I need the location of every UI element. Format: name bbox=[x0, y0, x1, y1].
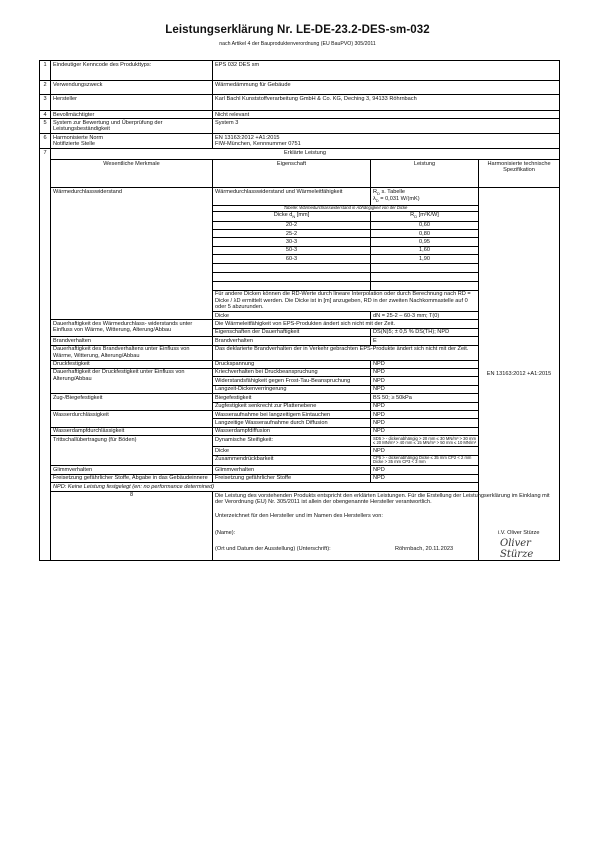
row-value bbox=[213, 134, 560, 149]
section-8-content bbox=[213, 491, 560, 560]
row-number: 7 bbox=[40, 149, 51, 561]
row-number: 3 bbox=[40, 95, 51, 111]
leist-tritt: CP5 > - dickenabhängig Dicke ≤ 35 mm CP2 < 2 mm Dicke > 35 mm CP3 < 3 mm bbox=[371, 455, 479, 466]
merkmal-dauerdruck: Dauerhaftigkeit der Druckfestigkeit unter Einfluss von Alterung/Abbau bbox=[51, 368, 213, 393]
row-number: 5 bbox=[40, 119, 51, 134]
row-3 bbox=[40, 95, 560, 111]
row-number: 4 bbox=[40, 111, 51, 119]
leist-tritt: SD5 > - dickenabhängig > 20 mm ≤ 30 MN/m³ > 30 mm ≤ 20 MN/m³ > 40 mm ≤ 15 MN/m³ > 50 mm ≤ 10 MN/m³ bbox=[371, 436, 479, 447]
eig-druck: Druckspannung bbox=[213, 360, 371, 368]
leist-dauer1: DS(N)5; ± 0,5 % DS(TH); NPD bbox=[371, 328, 479, 336]
merkmal-dauerbrand: Dauerhaftigkeit des Brandverhaltens unter Einfluss von Wärme, Witterung, Alterung/Abbau bbox=[51, 345, 213, 360]
npd-note: NPD: Keine Leistung festgelegt (en: no performance determined) bbox=[51, 483, 560, 491]
eig-freis: Freisetzung gefährlicher Stoffe bbox=[213, 474, 371, 482]
leist-dauerdruck: NPD bbox=[371, 368, 479, 376]
row-number: 6 bbox=[40, 134, 51, 149]
col-spezifikation: Harmonisierte technische Spezifikation bbox=[479, 160, 560, 188]
dicke-cell: 30-3 bbox=[213, 238, 371, 246]
leist-zug: NPD bbox=[371, 402, 479, 410]
dicke-cell: 20-2 bbox=[213, 221, 371, 229]
r-cell: 0,95 bbox=[371, 238, 479, 246]
leist-tritt: NPD bbox=[371, 447, 479, 455]
declared-performance-title: Erklärte Leistung bbox=[51, 149, 560, 160]
leist-dauerdruck: NPD bbox=[371, 377, 479, 385]
eig-dauerdruck: Widerstandsfähigkeit gegen Frost-Tau-Beanspruchung bbox=[213, 377, 371, 385]
eig-dampf: Wasserdampfdiffusion bbox=[213, 427, 371, 435]
row-value: EPS 032 DES sm bbox=[213, 61, 560, 81]
leist-wasser: NPD bbox=[371, 411, 479, 419]
spez-value: EN 13163:2012 +A1:2015 bbox=[479, 188, 560, 561]
row-label: System zur Bewertung und Überprüfung der Leistungsbeständigkeit bbox=[51, 119, 213, 134]
name-value: i.V. Oliver Stürze bbox=[498, 529, 540, 536]
section-8 bbox=[40, 491, 560, 560]
ort-value: Röhrnbach, 20.11.2023 bbox=[395, 545, 454, 552]
eig-dauerdruck: Kriechverhalten bei Druckbeanspruchung bbox=[213, 368, 371, 376]
leist-druck: NPD bbox=[371, 360, 479, 368]
row-4 bbox=[40, 111, 560, 119]
eig-brand: Brandverhalten bbox=[213, 337, 371, 345]
eig-dauerdruck: Langzeit-Dickenverringerung bbox=[213, 385, 371, 393]
merkmal-brand: Brandverhalten bbox=[51, 337, 213, 345]
eig-zug: Biegefestigkeit bbox=[213, 394, 371, 402]
leist-zug: BS 50; ≥ 50kPa bbox=[371, 394, 479, 402]
row-5 bbox=[40, 119, 560, 134]
unterzeichnet-text: Unterzeichnet für den Hersteller und im Namen des Herstellers von: bbox=[215, 513, 383, 520]
tabelle-title: Tabelle: Wärmedurchlasswiderstand in Abhängigkeit von der Dicke bbox=[213, 205, 479, 211]
leist-dauerdruck: NPD bbox=[371, 385, 479, 393]
leist-waerme: $R_D$ s. Tabelle $\lambda_D = 0,031$ W/(mK) bbox=[371, 188, 479, 205]
row-label: Bevollmächtigter bbox=[51, 111, 213, 119]
row-number: 1 bbox=[40, 61, 51, 81]
notified-body-value: FIW-München, Kennnummer 0751 bbox=[215, 141, 301, 148]
eig-tritt: Zusammendrückbarkeit bbox=[213, 455, 371, 466]
row-value: Karl Bachl Kunststoffverarbeitung GmbH & Co. KG, Deching 3, 94133 Röhrnbach bbox=[213, 95, 560, 111]
leist-wasser: NPD bbox=[371, 419, 479, 427]
row-value: Wärmedämmung für Gebäude bbox=[213, 81, 560, 95]
row-6 bbox=[40, 134, 560, 149]
col-eigenschaft: Eigenschaft bbox=[213, 160, 371, 188]
row-value: Nicht relevant bbox=[213, 111, 560, 119]
notified-body-label: Notifizierte Stelle bbox=[53, 141, 95, 148]
r-cell: 1,60 bbox=[371, 246, 479, 254]
row-number: 2 bbox=[40, 81, 51, 95]
ort-label: (Ort und Datum der Ausstellung) (Unterschrift): bbox=[215, 545, 331, 552]
dicke-cell: 50-3 bbox=[213, 246, 371, 254]
column-headers bbox=[40, 160, 560, 188]
leist-glimm: NPD bbox=[371, 466, 479, 474]
eig-wasser: Langzeitige Wasseraufnahme durch Diffusion bbox=[213, 419, 371, 427]
eig-waerme: Wärmedurchlasswiderstand und Wärmeleitfähigkeit bbox=[213, 188, 371, 205]
eig-dauer1: Die Wärmeleitfähigkeit von EPS-Produkten ändert sich nicht mit der Zeit. bbox=[213, 320, 479, 328]
merkmal-dauer1: Dauerhaftigkeit des Wärmedurchlass- widerstands unter Einfluss von Wärme, Witterung, Alterung/Abbau bbox=[51, 320, 213, 337]
leist-freis: NPD bbox=[371, 474, 479, 482]
r-header: $R_D$ [m²K/W] bbox=[371, 211, 479, 221]
merkmal-zug: Zug-/Biegefestigkeit bbox=[51, 394, 213, 411]
col-leistung: Leistung bbox=[371, 160, 479, 188]
row-1 bbox=[40, 61, 560, 81]
row-label: Verwendungszweck bbox=[51, 81, 213, 95]
leist-brand: E bbox=[371, 337, 479, 345]
name-label: (Name): bbox=[215, 529, 236, 536]
row-number: 8 bbox=[51, 491, 213, 560]
npd-note-row bbox=[40, 483, 560, 491]
eig-dauer1-2: Eigenschaften der Dauerhaftigkeit bbox=[213, 328, 371, 336]
leist-dampf: NPD bbox=[371, 427, 479, 435]
merkmal-druck: Druckfestigkeit bbox=[51, 360, 213, 368]
row-label bbox=[51, 134, 213, 149]
r-cell: 0,80 bbox=[371, 230, 479, 238]
merkmal-glimm: Glimmverhalten bbox=[51, 466, 213, 474]
page-subtitle: nach Artikel 4 der Bauproduktenverordnung (EU BauPVO) 305/2011 bbox=[219, 41, 376, 47]
waerme-row bbox=[40, 188, 560, 205]
fussnote: Für andere Dicken können die RD-Werte durch lineare Interpolation oder durch Berechnung nach RD = Dicke / λD ermittelt werden. Die Dicke ist in [m] anzugeben, RD in der zweiten Nachkommastelle auf 0 oder 5 abzurunden. bbox=[213, 290, 479, 311]
declaration-table bbox=[39, 60, 560, 561]
r-cell: 1,90 bbox=[371, 255, 479, 263]
eig-glimm: Glimmverhalten bbox=[213, 466, 371, 474]
eig-tritt: Dynamische Steifigkeit: bbox=[213, 436, 371, 447]
merkmal-dampf: Wasserdampfdurchlässigkeit bbox=[51, 427, 213, 435]
merkmal-freis: Freisetzung gefährlicher Stoffe, Abgabe in das Gebäudeinnere bbox=[51, 474, 213, 482]
col-merkmale: Wesentliche Merkmale bbox=[51, 160, 213, 188]
row-label: Eindeutiger Kenncode des Produkttyps: bbox=[51, 61, 213, 81]
eig-dicke: Dicke bbox=[213, 312, 371, 320]
signature: Oliver Stürze bbox=[500, 537, 534, 561]
r-cell: 0,60 bbox=[371, 221, 479, 229]
dicke-header: Dicke $d_N$ [mm] bbox=[213, 211, 371, 221]
row-2 bbox=[40, 81, 560, 95]
leist-dicke: dN = 25-2 – 60-3 mm; T(0) bbox=[371, 312, 479, 320]
eig-wasser: Wasseraufnahme bei langzeitigem Eintauchen bbox=[213, 411, 371, 419]
row-value: System 3 bbox=[213, 119, 560, 134]
merkmal-wasser: Wasserdurchlässigkeit bbox=[51, 411, 213, 428]
section-7-header bbox=[40, 149, 560, 160]
page-title: Leistungserklärung Nr. LE-DE-23.2-DES-sm-032 bbox=[165, 24, 430, 36]
eig-tritt: Dicke bbox=[213, 447, 371, 455]
merkmal-waerme: Wärmedurchlasswiderstand bbox=[51, 188, 213, 320]
norm-label: Harmonisierte Norm bbox=[53, 134, 104, 141]
eig-dauerbrand: Das deklarierte Brandverhalten der in Verkehr gebrachten EPS-Produkte ändert sich nicht mit der Zeit. bbox=[213, 345, 479, 360]
eig-zug: Zugfestigkeit senkrecht zur Plattenebene bbox=[213, 402, 371, 410]
row-label: Hersteller bbox=[51, 95, 213, 111]
section-8-text: Die Leistung des vorstehenden Produkts entspricht den erklärten Leistungen. Für die Erstellung der Leistungserklärung im Einklang mit der Verordnung (EU) Nr. 305/2011 ist allein der obengenannte Hersteller verantwortlich. bbox=[215, 492, 550, 506]
merkmal-tritt: Trittschallübertragung (für Böden) bbox=[51, 436, 213, 466]
dicke-cell: 60-3 bbox=[213, 255, 371, 263]
norm-value: EN 13163:2012 +A1:2015 bbox=[215, 134, 280, 141]
dicke-cell: 25-2 bbox=[213, 230, 371, 238]
